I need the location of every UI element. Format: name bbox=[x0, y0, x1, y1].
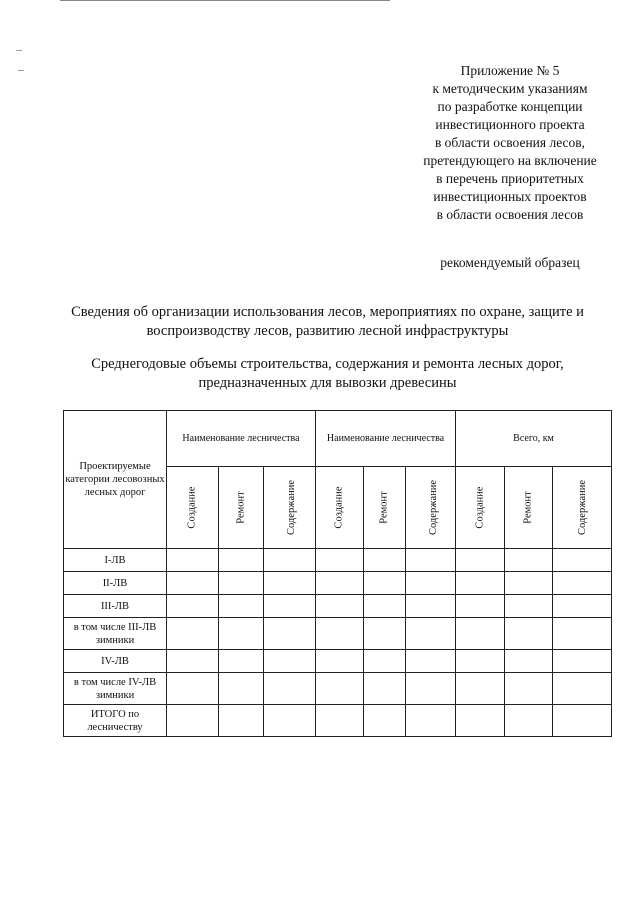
table-cell[interactable] bbox=[505, 618, 553, 650]
table-cell[interactable] bbox=[219, 549, 264, 572]
appendix-line: Приложение № 5 bbox=[460, 63, 560, 78]
sub-header-label: Ремонт bbox=[235, 491, 247, 524]
table-row bbox=[64, 705, 612, 737]
table-cell[interactable] bbox=[406, 549, 456, 572]
table-cell[interactable] bbox=[167, 650, 219, 673]
row-label: I-ЛВ bbox=[64, 549, 167, 572]
table-cell[interactable] bbox=[316, 705, 364, 737]
table-cell[interactable] bbox=[505, 549, 553, 572]
table-cell[interactable] bbox=[406, 618, 456, 650]
table-cell[interactable] bbox=[406, 705, 456, 737]
sub-header bbox=[406, 467, 456, 549]
table-cell[interactable] bbox=[456, 650, 505, 673]
table-cell[interactable] bbox=[219, 595, 264, 618]
scan-mark bbox=[16, 50, 22, 51]
appendix-line: инвестиционного проекта bbox=[435, 117, 585, 132]
table-cell[interactable] bbox=[456, 595, 505, 618]
appendix-header bbox=[395, 62, 625, 224]
table-cell[interactable] bbox=[406, 673, 456, 705]
row-label: III-ЛВ bbox=[64, 595, 167, 618]
appendix-line: инвестиционных проектов bbox=[433, 189, 587, 204]
sub-header-label: Создание bbox=[187, 486, 198, 529]
title-line: Сведения об организации использования лесов, мероприятиях по охране, защите и bbox=[71, 304, 584, 320]
table-row bbox=[64, 549, 612, 572]
table-cell[interactable] bbox=[505, 673, 553, 705]
table-cell[interactable] bbox=[264, 572, 316, 595]
group-header: Наименование лесничества bbox=[167, 411, 316, 467]
table-cell[interactable] bbox=[167, 572, 219, 595]
table-cell[interactable] bbox=[406, 595, 456, 618]
appendix-line: к методическим указаниям bbox=[432, 81, 588, 96]
table-cell[interactable] bbox=[406, 650, 456, 673]
table-cell[interactable] bbox=[364, 650, 406, 673]
table-cell[interactable] bbox=[505, 595, 553, 618]
group-header: Наименование лесничества bbox=[316, 411, 456, 467]
table-cell[interactable] bbox=[316, 618, 364, 650]
scan-edge-line bbox=[60, 0, 390, 1]
scan-mark bbox=[18, 70, 24, 71]
table-cell[interactable] bbox=[167, 673, 219, 705]
table-cell[interactable] bbox=[364, 595, 406, 618]
document-title bbox=[40, 303, 615, 341]
table-cell[interactable] bbox=[505, 650, 553, 673]
sub-header-label: Ремонт bbox=[523, 491, 535, 524]
table-cell[interactable] bbox=[456, 572, 505, 595]
table-cell[interactable] bbox=[264, 705, 316, 737]
sub-header-label: Содержание bbox=[428, 479, 440, 536]
table-cell[interactable] bbox=[364, 673, 406, 705]
sub-header-label: Создание bbox=[474, 486, 486, 529]
table-cell[interactable] bbox=[553, 650, 612, 673]
group-header: Всего, км bbox=[456, 411, 612, 467]
appendix-line: в области освоения лесов bbox=[436, 207, 584, 222]
table-cell[interactable] bbox=[316, 549, 364, 572]
row-label: IV-ЛВ bbox=[64, 650, 167, 673]
table-cell[interactable] bbox=[505, 705, 553, 737]
table-cell[interactable] bbox=[264, 618, 316, 650]
table-cell[interactable] bbox=[406, 572, 456, 595]
table-cell[interactable] bbox=[553, 673, 612, 705]
table-cell[interactable] bbox=[456, 673, 505, 705]
table-cell[interactable] bbox=[505, 572, 553, 595]
subtitle-line: предназначенных для вывозки древесины bbox=[198, 375, 457, 391]
table-row bbox=[64, 618, 612, 650]
title-line: воспроизводству лесов, развитию лесной инфраструктуры bbox=[146, 323, 509, 339]
table-cell[interactable] bbox=[219, 650, 264, 673]
appendix-line: в перечень приоритетных bbox=[436, 171, 584, 186]
table-cell[interactable] bbox=[167, 595, 219, 618]
sub-header-label: Ремонт bbox=[379, 491, 391, 524]
table-cell[interactable] bbox=[456, 549, 505, 572]
row-label: ИТОГО по лесничеству bbox=[64, 705, 167, 737]
sub-header bbox=[505, 467, 553, 549]
subtitle-line: Среднегодовые объемы строительства, содержания и ремонта лесных дорог, bbox=[91, 356, 564, 372]
corner-header: Проектируемые категории лесовозных лесных дорог bbox=[64, 411, 167, 549]
sub-header-label: Создание bbox=[334, 486, 346, 529]
table-cell[interactable] bbox=[316, 595, 364, 618]
table-cell[interactable] bbox=[553, 572, 612, 595]
table-cell[interactable] bbox=[316, 650, 364, 673]
sub-header-label: Содержание bbox=[286, 479, 298, 536]
appendix-line: в области освоения лесов, bbox=[434, 135, 586, 150]
sub-header bbox=[167, 467, 219, 549]
table-cell[interactable] bbox=[264, 650, 316, 673]
table-cell[interactable] bbox=[553, 705, 612, 737]
table-cell[interactable] bbox=[316, 572, 364, 595]
table-cell[interactable] bbox=[264, 673, 316, 705]
row-label: в том числе III-ЛВ зимники bbox=[64, 618, 167, 650]
document-subtitle bbox=[40, 355, 615, 393]
table-row bbox=[64, 650, 612, 673]
table-cell[interactable] bbox=[553, 618, 612, 650]
appendix-line: по разработке концепции bbox=[437, 99, 583, 114]
table-cell[interactable] bbox=[219, 572, 264, 595]
table-row bbox=[64, 595, 612, 618]
table-row bbox=[64, 572, 612, 595]
table-cell[interactable] bbox=[167, 618, 219, 650]
table-cell[interactable] bbox=[167, 549, 219, 572]
table-cell[interactable] bbox=[553, 549, 612, 572]
table-cell[interactable] bbox=[456, 618, 505, 650]
table-cell[interactable] bbox=[456, 705, 505, 737]
table-cell[interactable] bbox=[264, 549, 316, 572]
table-cell[interactable] bbox=[264, 595, 316, 618]
table-cell[interactable] bbox=[553, 595, 612, 618]
sample-label: рекомендуемый образец bbox=[440, 255, 580, 270]
table-cell[interactable] bbox=[364, 618, 406, 650]
sub-header bbox=[456, 467, 505, 549]
sub-header-label: Содержание bbox=[576, 479, 588, 536]
sub-header bbox=[264, 467, 316, 549]
sub-header bbox=[316, 467, 364, 549]
row-label: в том числе IV-ЛВ зимники bbox=[64, 673, 167, 705]
table-cell[interactable] bbox=[364, 549, 406, 572]
table-cell[interactable] bbox=[219, 618, 264, 650]
table-cell[interactable] bbox=[316, 673, 364, 705]
sub-header bbox=[364, 467, 406, 549]
table-cell[interactable] bbox=[364, 572, 406, 595]
row-label: II-ЛВ bbox=[64, 572, 167, 595]
sub-header bbox=[553, 467, 612, 549]
sub-header bbox=[219, 467, 264, 549]
table-cell[interactable] bbox=[364, 705, 406, 737]
table-cell[interactable] bbox=[219, 673, 264, 705]
road-volumes-table bbox=[63, 410, 612, 737]
appendix-line: претендующего на включение bbox=[423, 153, 597, 168]
table-cell[interactable] bbox=[219, 705, 264, 737]
table-row bbox=[64, 673, 612, 705]
table-cell[interactable] bbox=[167, 705, 219, 737]
